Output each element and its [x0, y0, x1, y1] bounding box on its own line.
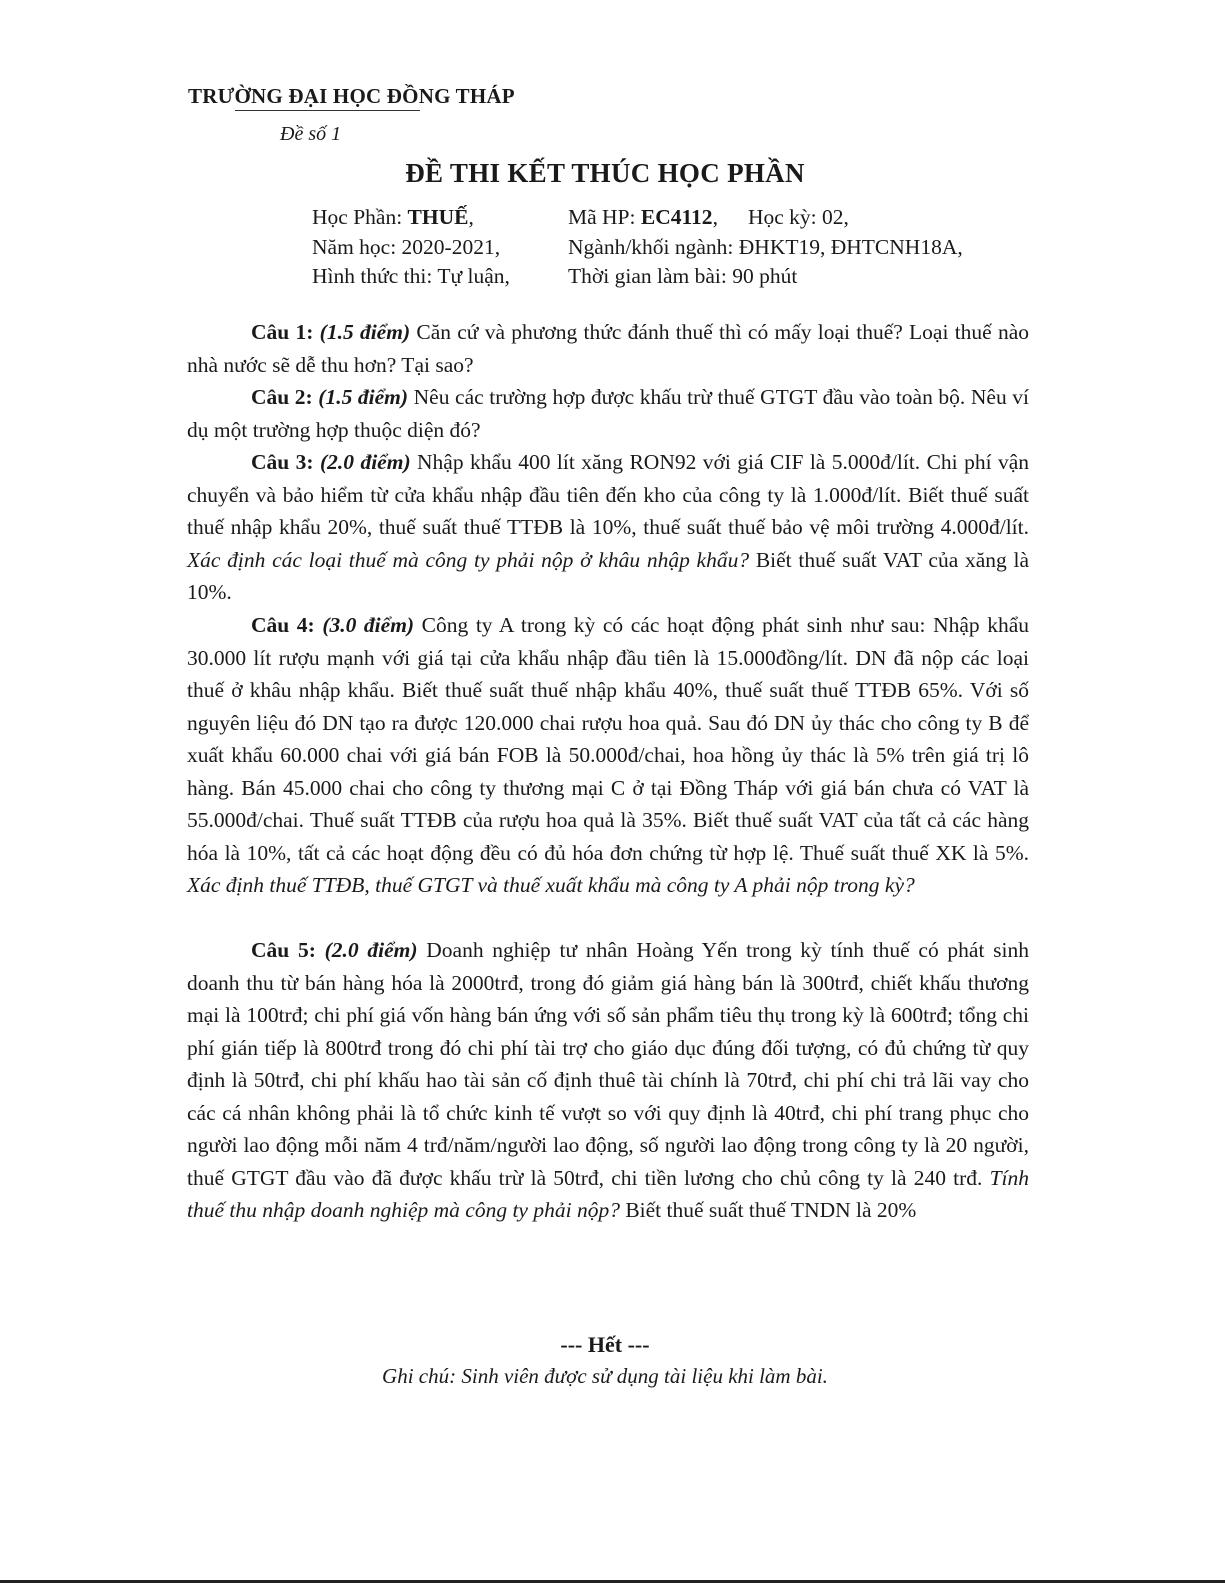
question-text: Doanh nghiệp tư nhân Hoàng Yến trong kỳ tính thuế có phát sinh doanh thu từ bán hàng hóa là 2000trđ, trong đó giảm giá hàng bán là 300trđ, chiết khấu thương mại là 100trđ; chi phí giá vốn hàng bán ứng với số sản phẩm tiêu thụ trong kỳ là 600trđ; tổng chi phí gián tiếp là 800trđ trong đó chi phí tài trợ cho giáo dục đúng đối tượng, có đủ chứng từ quy định là 50trđ, chi phí khấu hao tài sản cố định thuê tài chính là 70trđ, chi phí chi trả lãi vay cho các cá nhân không phải là tổ chức kinh tế vượt so với quy định là 40trđ, chi phí trang phục cho người lao động mỗi năm 4 trđ/năm/người lao động, số người lao động trong công ty là 20 người, thuế GTGT đầu vào đã được khấu trừ là 50trđ, chi tiền lương cho chủ công ty là 240 trđ.: [187, 938, 1030, 1190]
exam-number: Đề số 1: [280, 123, 342, 145]
question-label: Câu 2:: [251, 385, 313, 409]
note-label: Ghi chú: [382, 1364, 450, 1388]
question-1: [187, 316, 1029, 381]
end-marker: --- Hết ---: [560, 1332, 650, 1357]
school-underline: [235, 110, 420, 111]
question-points: (2.0 điểm): [320, 450, 411, 474]
code-label: Mã HP:: [568, 205, 641, 229]
time-line: Thời gian làm bài: 90 phút: [568, 264, 798, 288]
info-right-column: [568, 203, 963, 292]
info-left-column: [312, 203, 510, 292]
code-line: [568, 203, 963, 233]
question-5: [187, 934, 1029, 1227]
question-points: (2.0 điểm): [324, 938, 418, 962]
question-label: Câu 5:: [251, 938, 316, 962]
exam-title: ĐỀ THI KẾT THÚC HỌC PHẦN: [405, 158, 805, 188]
course-line: [312, 203, 510, 233]
question-label: Câu 1:: [251, 320, 314, 344]
course-suffix: ,: [468, 205, 474, 229]
question-3: [187, 446, 1029, 609]
question-task: Xác định các loại thuế mà công ty phải nộp ở khâu nhập khẩu?: [187, 547, 750, 572]
question-text: Nhập khẩu 400 lít xăng RON92 với giá CIF là 5.000đ/lít. Chi phí vận chuyển và bảo hiểm từ cửa khẩu nhập đầu tiên đến kho của công ty là 1.000đ/lít. Biết thuế suất thuế nhập khẩu 20%, thuế suất thuế TTĐB là 10%, thuế suất thuế bảo vệ môi trường 4.000đ/lít.: [187, 450, 1030, 539]
note-text: : Sinh viên được sử dụng tài liệu khi làm bài.: [449, 1364, 828, 1388]
code-suffix: ,: [712, 205, 718, 229]
footer-note: [0, 1364, 1210, 1389]
question-2: [187, 381, 1029, 446]
question-text: Căn cứ và phương thức đánh thuế thì có mấy loại thuế? Loại thuế nào nhà nước sẽ dễ thu hơn? Tại sao?: [187, 320, 1030, 377]
question-text: Công ty A trong kỳ có các hoạt động phát sinh như sau: Nhập khẩu 30.000 lít rượu mạnh với giá tại cửa khẩu nhập đầu tiên là 15.000đồng/lít. DN đã nộp các loại thuế ở khâu nhập khẩu. Biết thuế suất thuế nhập khẩu 40%, thuế suất thuế TTĐB 65%. Với số nguyên liệu đó DN tạo ra được 120.000 chai rượu hoa quả. Sau đó DN ủy thác cho công ty B để xuất khẩu 60.000 chai với giá bán FOB là 50.000đ/chai, hoa hồng ủy thác là 5% trên giá trị lô hàng. Bán 45.000 chai cho công ty thương mại C ở tại Đồng Tháp với giá bán chưa có VAT là 55.000đ/chai. Thuế suất TTĐB của rượu hoa quả là 35%. Biết thuế suất VAT của tất cả các hàng hóa là 10%, tất cả các hoạt động đều có đủ hóa đơn chứng từ hợp lệ. Thuế suất thuế XK là 5%.: [187, 613, 1030, 865]
question-task: Xác định thuế TTĐB, thuế GTGT và thuế xuất khẩu mà công ty A phải nộp trong kỳ?: [187, 873, 915, 897]
question-label: Câu 4:: [251, 613, 315, 637]
question-tail: Biết thuế suất VAT của xăng là 10%.: [187, 547, 1029, 604]
semester: Học kỳ: 02,: [747, 205, 849, 229]
question-4: [187, 609, 1029, 902]
year-line: Năm học: 2020-2021,: [312, 234, 501, 259]
question-points: (1.5 điểm): [318, 385, 409, 409]
course-label: Học Phần:: [312, 205, 408, 229]
question-text: Nêu các trường hợp được khấu trừ thuế GTGT đầu vào toàn bộ. Nêu ví dụ một trường hợp thuộc diện đó?: [187, 385, 1029, 442]
format-line: Hình thức thi: Tự luận,: [312, 264, 510, 288]
major-line: Ngành/khối ngành: ĐHKT19, ĐHTCNH18A,: [568, 234, 963, 259]
course-value: THUẾ: [407, 205, 469, 229]
scan-bottom-edge: [0, 1580, 1225, 1583]
question-task: Tính thuế thu nhập doanh nghiệp mà công ty phải nộp?: [187, 1165, 1029, 1222]
question-points: (3.0 điểm): [322, 613, 415, 637]
school-name: TRƯỜNG ĐẠI HỌC ĐỒNG THÁP: [188, 84, 515, 108]
code-value: EC4112: [640, 205, 713, 229]
question-label: Câu 3:: [251, 450, 314, 474]
question-tail: Biết thuế suất thuế TNDN là 20%: [619, 1198, 917, 1222]
question-points: (1.5 điểm): [319, 320, 411, 344]
